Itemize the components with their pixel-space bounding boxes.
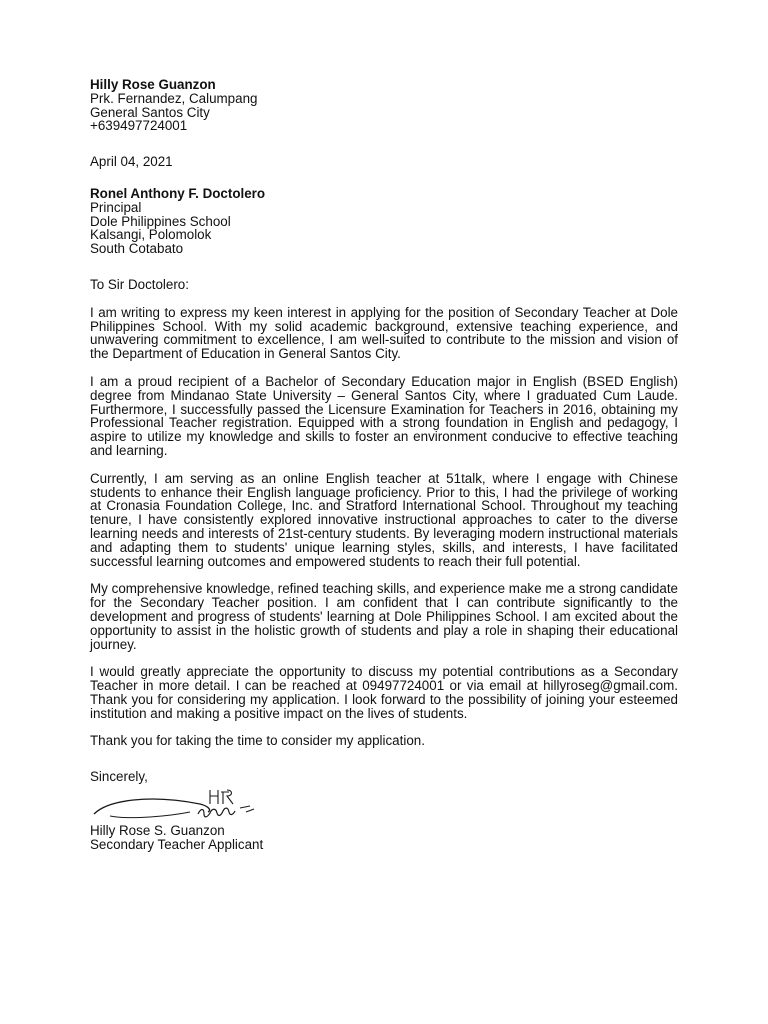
closing: Sincerely,: [90, 769, 148, 785]
letter-date: April 04, 2021: [90, 154, 173, 170]
signatory-designation: Secondary Teacher Applicant: [90, 836, 264, 852]
recipient-address-line2: South Cotabato: [90, 241, 184, 257]
sender-address-line1: Prk. Fernandez, Calumpang: [90, 90, 258, 106]
body-paragraph-2: I am a proud recipient of a Bachelor of Secondary Education major in English (BSED English) degree from Mindanao State University – General Santos City, where I graduated Cum Laude. Furthermore, I successfully passed the Licensure Examination for Teachers in 2016, obtaining my Professional Teacher registration. Equipped with a strong foundation in English and pedagogy, I aspire to utilize my knowledge and skills to foster an environment conducive to effective teaching and learning.: [90, 373, 678, 458]
sender-block: [90, 78, 678, 133]
sender-name: Hilly Rose Guanzon: [90, 77, 216, 92]
signature-image: [90, 784, 290, 824]
signature-block: [90, 824, 678, 852]
sender-address-line2: General Santos City: [90, 104, 210, 120]
signatory-name: Hilly Rose S. Guanzon: [90, 823, 225, 839]
recipient-name: Ronel Anthony F. Doctolero: [90, 185, 266, 201]
recipient-block: [90, 187, 678, 256]
recipient-title: Principal: [90, 199, 142, 215]
recipient-address-line1: Kalsangi, Polomolok: [90, 227, 212, 243]
body-paragraph-6: Thank you for taking the time to consider my application.: [90, 733, 425, 749]
sender-phone: +639497724001: [90, 118, 188, 134]
recipient-school: Dole Philippines School: [90, 213, 231, 229]
body-paragraph-5: I would greatly appreciate the opportunity to discuss my potential contributions as a Secondary Teacher in more detail. I can be reached at 09497724001 or via email at hillyroseg@gmail.com. Thank you for considering my application. I look forward to the possibility of joining your esteemed institution and making a positive impact on the lives of students.: [90, 664, 678, 721]
body-paragraph-3: Currently, I am serving as an online English teacher at 51talk, where I engage with Chinese students to enhance their English language proficiency. Prior to this, I had the privilege of working at Cronasia Foundation College, Inc. and Stratford International School. Throughout my teaching tenure, I have consistently explored innovative instructional approaches to cater to the diverse learning needs and interests of 21st-century students. By leveraging modern instructional materials and adapting them to students' unique learning styles, skills, and interests, I have facilitated successful learning outcomes and empowered students to reach their full potential.: [90, 470, 678, 569]
letter-page: [90, 78, 678, 852]
salutation: To Sir Doctolero:: [90, 276, 189, 292]
handwritten-signature-icon: [90, 784, 290, 824]
body-paragraph-4: My comprehensive knowledge, refined teaching skills, and experience make me a strong candidate for the Secondary Teacher position. I am confident that I can contribute significantly to the development and progress of students' learning at Dole Philippines School. I am excited about the opportunity to assist in the holistic growth of students and play a role in shaping their educational journey.: [90, 581, 678, 652]
body-paragraph-1: I am writing to express my keen interest in applying for the position of Secondary Teacher at Dole Philippines School. With my solid academic background, extensive teaching experience, and unwavering commitment to excellence, I am well-suited to contribute to the mission and vision of the Department of Education in General Santos City.: [90, 304, 678, 362]
